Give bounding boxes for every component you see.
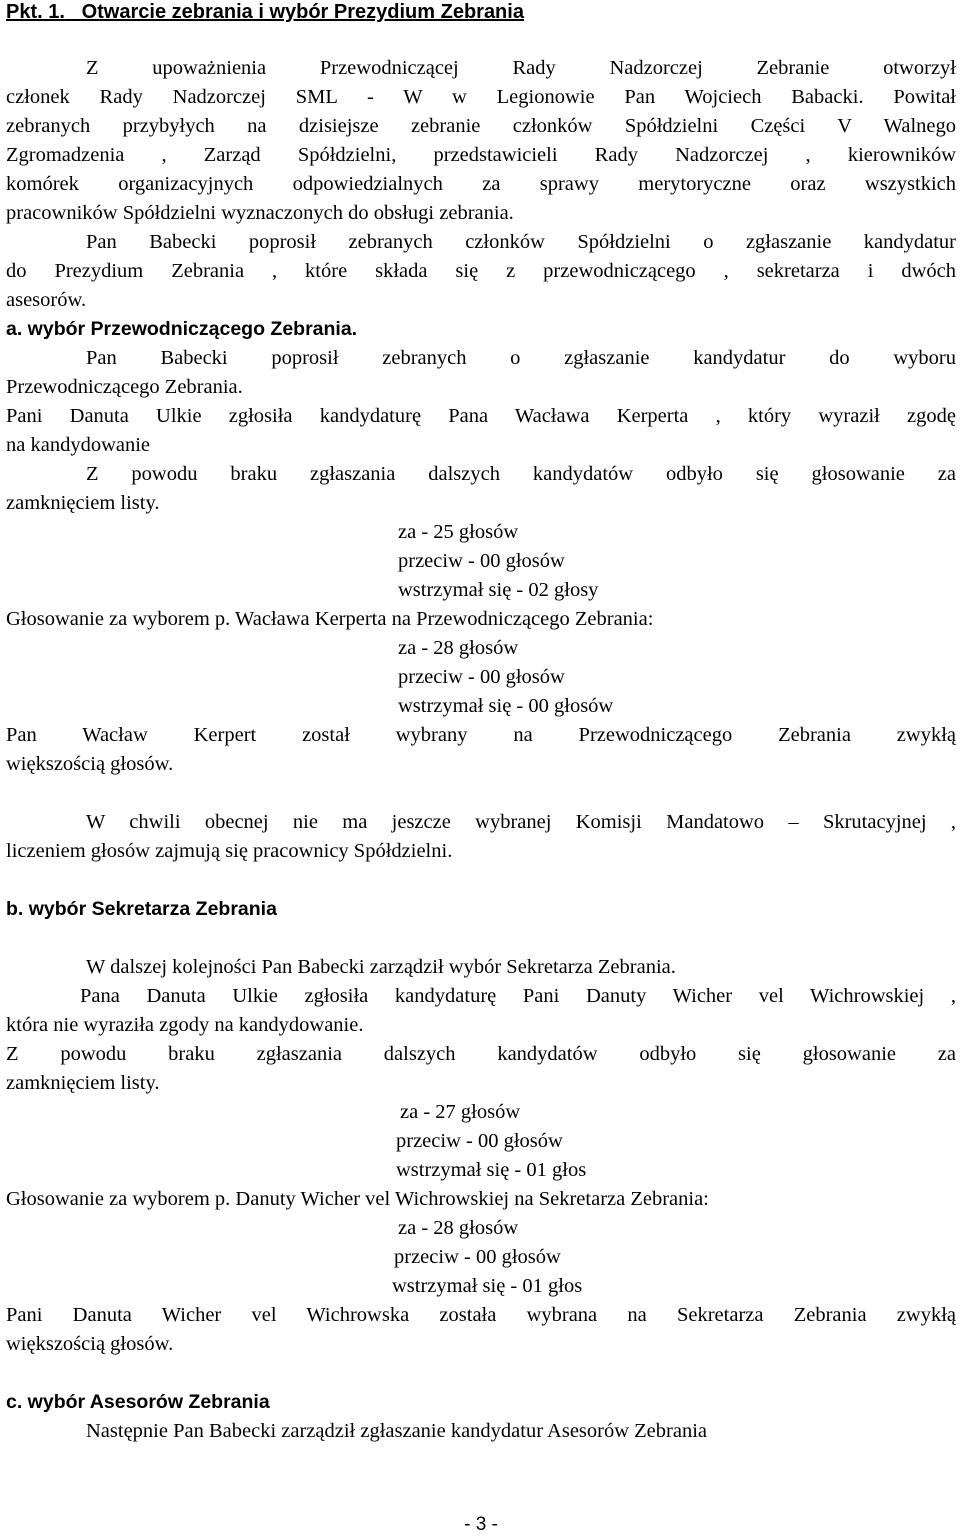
para1-line4: Zgromadzenia , Zarząd Spółdzielni, przedstawicieli Rady Nadzorczej , kierowników: [6, 144, 956, 166]
vote-a1-wstrzymal: wstrzymał się - 02 głosy: [398, 579, 599, 601]
vote-b2-za: za - 28 głosów: [398, 1217, 519, 1239]
section-b-result-line2: większością głosów.: [6, 1333, 174, 1355]
section-a-p2-line2: na kandydowanie: [6, 434, 151, 456]
section-b-p3-line2: zamknięciem listy.: [6, 1072, 160, 1094]
para1-line1: Z upoważnienia Przewodniczącej Rady Nadzorczej Zebranie otworzył: [86, 57, 956, 79]
vote-a2-za: za - 28 głosów: [398, 637, 519, 659]
para1-line3: zebranych przybyłych na dzisiejsze zebranie członków Spółdzielni Części V Walnego: [6, 115, 956, 137]
vote-a2-label: Głosowanie za wyborem p. Wacława Kerperta na Przewodniczącego Zebrania:: [6, 608, 654, 630]
vote-b1-przeciw: przeciw - 00 głosów: [396, 1130, 563, 1152]
vote-b2-przeciw: przeciw - 00 głosów: [394, 1246, 561, 1268]
para1-line2: członek Rady Nadzorczej SML - W w Legionowie Pan Wojciech Babacki. Powitał: [6, 86, 956, 108]
section-heading: [6, 0, 524, 26]
section-a-p3-line1: Z powodu braku zgłaszania dalszych kandydatów odbyło się głosowanie za: [86, 463, 956, 485]
section-c-title: c. wybór Asesorów Zebrania: [6, 1391, 270, 1413]
section-a-result-line1: Pan Wacław Kerpert został wybrany na Przewodniczącego Zebrania zwykłą: [6, 724, 956, 746]
vote-b2-wstrzymal: wstrzymał się - 01 głos: [392, 1275, 583, 1297]
section-b-title: b. wybór Sekretarza Zebrania: [6, 898, 277, 920]
vote-a2-wstrzymal: wstrzymał się - 00 głosów: [398, 695, 614, 717]
section-b-result-line1: Pani Danuta Wicher vel Wichrowska została wybrana na Sekretarza Zebrania zwykłą: [6, 1304, 956, 1326]
para2-line3: asesorów.: [6, 289, 87, 311]
vote-b1-za: za - 27 głosów: [400, 1101, 521, 1123]
vote-a2-przeciw: przeciw - 00 głosów: [398, 666, 565, 688]
section-a-p1-line2: Przewodniczącego Zebrania.: [6, 376, 243, 398]
section-a-note-line2: liczeniem głosów zajmują się pracownicy Spółdzielni.: [6, 840, 453, 862]
section-a-title: a. wybór Przewodniczącego Zebrania.: [6, 318, 358, 340]
section-a-p3-line2: zamknięciem listy.: [6, 492, 160, 514]
vote-a1-przeciw: przeciw - 00 głosów: [398, 550, 565, 572]
heading-title: Otwarcie zebrania i wybór Prezydium Zebrania: [81, 1, 524, 23]
page-number: - 3 -: [464, 1514, 498, 1535]
section-a-note-line1: W chwili obecnej nie ma jeszcze wybranej Komisji Mandatowo – Skrutacyjnej ,: [86, 811, 956, 833]
section-b-p2-line1: Pana Danuta Ulkie zgłosiła kandydaturę Pani Danuty Wicher vel Wichrowskiej ,: [80, 985, 956, 1007]
section-b-p3-line1: Z powodu braku zgłaszania dalszych kandydatów odbyło się głosowanie za: [6, 1043, 956, 1065]
vote-a1-za: za - 25 głosów: [398, 521, 519, 543]
section-a-p1-line1: Pan Babecki poprosił zebranych o zgłaszanie kandydatur do wyboru: [86, 347, 956, 369]
para1-line6: pracowników Spółdzielni wyznaczonych do obsługi zebrania.: [6, 202, 514, 224]
section-c-p1: Następnie Pan Babecki zarządził zgłaszanie kandydatur Asesorów Zebrania: [86, 1420, 708, 1442]
vote-b2-label: Głosowanie za wyborem p. Danuty Wicher vel Wichrowskiej na Sekretarza Zebrania:: [6, 1188, 709, 1210]
section-a-result-line2: większością głosów.: [6, 753, 174, 775]
para2-line2: do Prezydium Zebrania , które składa się z przewodniczącego , sekretarza i dwóch: [6, 260, 956, 282]
para1-line5: komórek organizacyjnych odpowiedzialnych za sprawy merytoryczne oraz wszystkich: [6, 173, 956, 195]
item-number: Pkt. 1.: [6, 1, 65, 23]
section-b-p2-line2: która nie wyraziła zgody na kandydowanie.: [6, 1014, 364, 1036]
section-a-p2-line1: Pani Danuta Ulkie zgłosiła kandydaturę Pana Wacława Kerperta , który wyraził zgodę: [6, 405, 956, 427]
section-b-p1: W dalszej kolejności Pan Babecki zarządził wybór Sekretarza Zebrania.: [86, 956, 676, 978]
vote-b1-wstrzymal: wstrzymał się - 01 głos: [396, 1159, 587, 1181]
para2-line1: Pan Babecki poprosił zebranych członków Spółdzielni o zgłaszanie kandydatur: [86, 231, 956, 253]
